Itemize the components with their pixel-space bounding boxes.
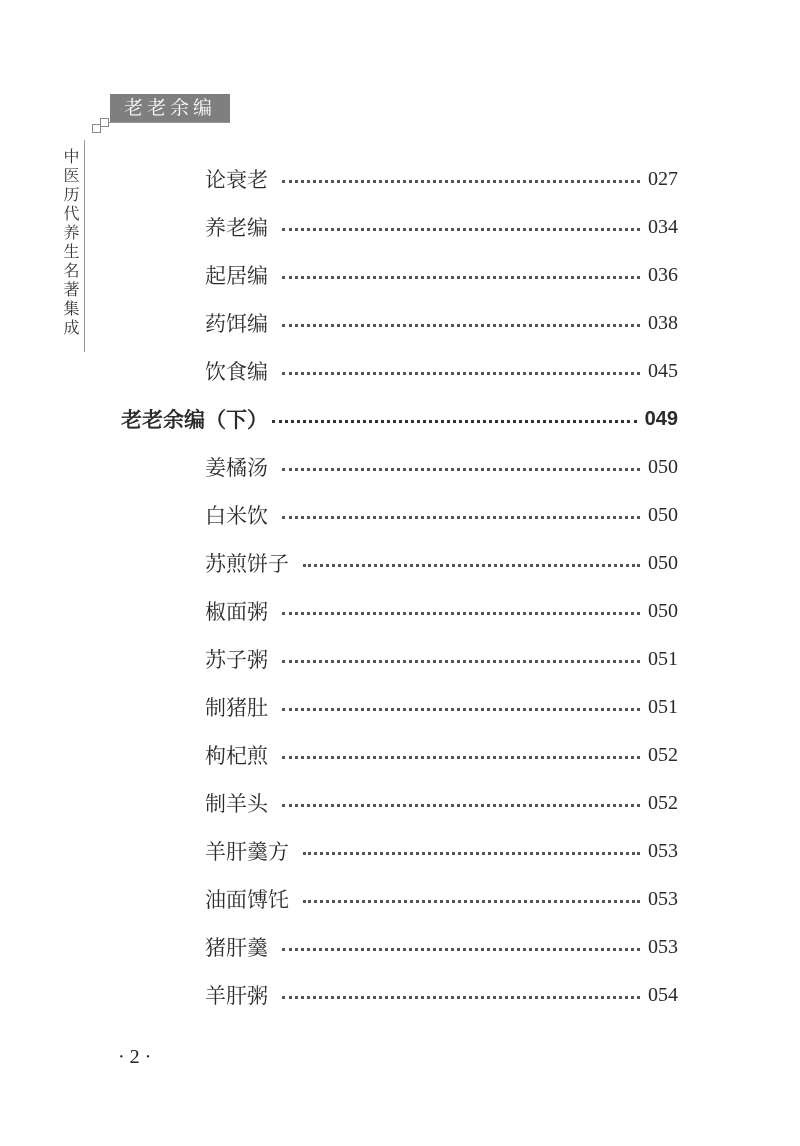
- toc-entry-page: 053: [648, 887, 678, 910]
- toc-entry[interactable]: [205, 255, 678, 295]
- toc-entry-title: 养老编: [205, 216, 268, 240]
- toc-entry-page: 050: [648, 455, 678, 478]
- dot-leader: [282, 948, 640, 951]
- dot-leader: [282, 276, 640, 279]
- toc-entry-page: 054: [648, 983, 678, 1006]
- toc-entry-title: 药饵编: [205, 312, 268, 336]
- toc-entry-title: 枸杞煎: [205, 744, 268, 768]
- toc-entry-page: 034: [648, 215, 678, 238]
- toc-entry[interactable]: [205, 159, 678, 199]
- dot-leader: [282, 516, 640, 519]
- dot-leader: [303, 852, 640, 855]
- dot-leader: [303, 900, 640, 903]
- toc-entry[interactable]: [205, 351, 678, 391]
- toc-entry[interactable]: [205, 591, 678, 631]
- toc-entry-title: 制羊头: [205, 792, 268, 816]
- toc-entry-title: 羊肝羹方: [205, 840, 289, 864]
- toc-entry-title: 论衰老: [205, 168, 268, 192]
- toc-section-page: 049: [644, 407, 678, 430]
- toc-entry-title: 饮食编: [205, 360, 268, 384]
- toc-entry-page: 052: [648, 743, 678, 766]
- toc-entry-title: 羊肝粥: [205, 984, 268, 1008]
- toc-entry-title: 制猪肚: [205, 696, 268, 720]
- dot-leader: [282, 324, 640, 327]
- page-number: · 2 ·: [118, 1046, 152, 1068]
- dot-leader: [282, 180, 640, 183]
- dot-leader: [303, 564, 640, 567]
- toc-entry-page: 052: [648, 791, 678, 814]
- toc-entry-title: 椒面粥: [205, 600, 268, 624]
- toc-entry-page: 053: [648, 935, 678, 958]
- toc-entry-title: 猪肝羹: [205, 936, 268, 960]
- header-rule: [104, 122, 230, 123]
- toc-entry-title: 苏子粥: [205, 648, 268, 672]
- toc-section-entry[interactable]: [121, 399, 678, 439]
- dot-leader: [282, 228, 640, 231]
- side-rule: [84, 140, 85, 352]
- toc-entry-page: 045: [648, 359, 678, 382]
- toc-entry-title: 起居编: [205, 264, 268, 288]
- dot-leader: [282, 756, 640, 759]
- dot-leader: [282, 612, 640, 615]
- toc-entry[interactable]: [205, 639, 678, 679]
- dot-leader: [282, 996, 640, 999]
- dot-leader: [272, 420, 637, 423]
- toc-entry-title: 油面馎饦: [205, 888, 289, 912]
- toc-entry[interactable]: [205, 975, 678, 1015]
- dot-leader: [282, 804, 640, 807]
- toc-entry-page: 050: [648, 503, 678, 526]
- toc-entry[interactable]: [205, 207, 678, 247]
- dot-leader: [282, 468, 640, 471]
- toc-section-title: 老老余编（下）: [121, 408, 268, 432]
- toc-entry[interactable]: [205, 303, 678, 343]
- toc-entry[interactable]: [205, 879, 678, 919]
- toc-entry[interactable]: [205, 495, 678, 535]
- toc-entry-page: 051: [648, 695, 678, 718]
- toc-entry-page: 053: [648, 839, 678, 862]
- toc-entry[interactable]: [205, 735, 678, 775]
- running-header-tab: 老老余编: [110, 94, 230, 122]
- toc-entry-page: 038: [648, 311, 678, 334]
- toc-entry-page: 050: [648, 599, 678, 622]
- corner-ornament: [100, 118, 109, 127]
- dot-leader: [282, 660, 640, 663]
- toc-entry-title: 姜橘汤: [205, 456, 268, 480]
- toc-entry[interactable]: [205, 687, 678, 727]
- series-title: 中医历代养生名著集成: [61, 148, 80, 338]
- toc-entry[interactable]: [205, 447, 678, 487]
- toc-entry[interactable]: [205, 831, 678, 871]
- toc-entry-page: 051: [648, 647, 678, 670]
- toc-entry[interactable]: [205, 543, 678, 583]
- toc-entry-page: 036: [648, 263, 678, 286]
- dot-leader: [282, 372, 640, 375]
- toc-entry-title: 苏煎饼子: [205, 552, 289, 576]
- toc-entry[interactable]: [205, 927, 678, 967]
- toc-entry-page: 050: [648, 551, 678, 574]
- dot-leader: [282, 708, 640, 711]
- toc-entry[interactable]: [205, 783, 678, 823]
- toc-entry-title: 白米饮: [205, 504, 268, 528]
- toc-entry-page: 027: [648, 167, 678, 190]
